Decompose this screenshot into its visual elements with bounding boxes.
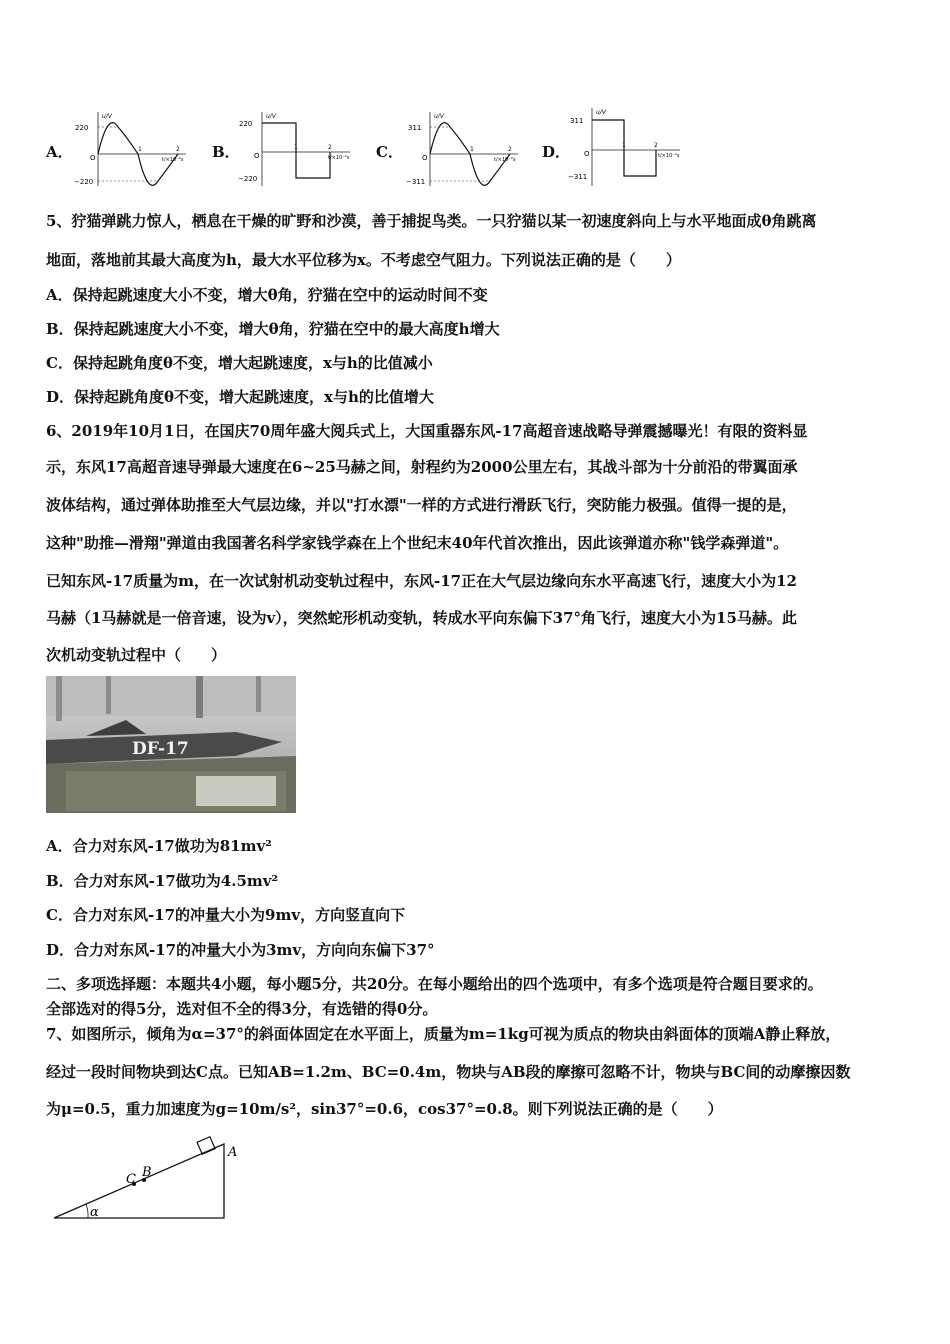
- q4c-ymax: 311: [408, 124, 422, 132]
- section2-heading-line2: 全部选对的得5分，选对但不全的得3分，有选错的得0分。: [46, 1000, 438, 1018]
- q4c-axis-t: t/×10⁻²s: [494, 157, 516, 163]
- q4c-axis-u: u/V: [434, 113, 444, 120]
- q7-stem-line3: 为μ=0.5，重力加速度为g=10m/s²，sin37°=0.6，cos37°=0.8。则下列说法正确的是（ ）: [46, 1100, 723, 1118]
- q5-option-b: B．保持起跳速度大小不变，增大θ角，狞猫在空中的最大高度h增大: [46, 320, 500, 338]
- q4b-ymin: −220: [238, 175, 258, 183]
- q5-option-c: C．保持起跳角度θ不变，增大起跳速度，x与h的比值减小: [46, 354, 433, 372]
- q4c-t1: 1: [470, 146, 474, 153]
- q4a-zero: O: [90, 154, 96, 162]
- q4a-t2: 2: [176, 146, 180, 153]
- q4d-ymin: −311: [568, 173, 588, 181]
- point-c-label: C: [126, 1172, 136, 1187]
- q5-stem-line2: 地面，落地前其最大高度为h，最大水平位移为x。不考虑空气阻力。下列说法正确的是（ ）: [46, 251, 681, 269]
- q6-stem-line1: 6、2019年10月1日，在国庆70周年盛大阅兵式上，大国重器东风-17高超音速战略导弹震撼曝光！有限的资料显: [46, 422, 808, 440]
- q5-option-a: A．保持起跳速度大小不变，增大θ角，狞猫在空中的运动时间不变: [46, 286, 488, 304]
- q5-stem-line1: 5、狞猫弹跳力惊人，栖息在干燥的旷野和沙漠，善于捕捉鸟类。一只狞猫以某一初速度斜向上与水平地面成θ角跳离: [46, 212, 817, 230]
- q4c-zero: O: [422, 154, 428, 162]
- point-a-label: A: [228, 1145, 238, 1160]
- q4d-zero: O: [584, 150, 590, 158]
- q4b-axis-t: t/×10⁻²s: [328, 155, 350, 161]
- q6-stem-line4: 这种"助推—滑翔"弹道由我国著名科学家钱学森在上个世纪末40年代首次推出，因此该弹道亦称"钱学森弹道"。: [46, 534, 789, 552]
- df17-missile-photo: [46, 676, 296, 813]
- q4-option-b-graph: [238, 108, 356, 188]
- section2-heading-line1: 二、多项选择题：本题共4小题，每小题5分，共20分。在每小题给出的四个选项中，有多个选项是符合题目要求的。: [46, 975, 823, 993]
- q6-option-a: A．合力对东风-17做功为81mv²: [46, 837, 272, 855]
- q4d-axis-u: u/V: [596, 109, 606, 116]
- q4c-ymin: −311: [406, 178, 426, 186]
- q4b-t1: 1: [294, 144, 298, 151]
- q6-stem-line3: 波体结构，通过弹体助推至大气层边缘，并以"打水漂"一样的方式进行滑跃飞行，突防能力极强。值得一提的是，: [46, 496, 797, 514]
- q4a-ymin: −220: [74, 178, 94, 186]
- q4b-ymax: 220: [239, 120, 253, 128]
- q7-stem-line2: 经过一段时间物块到达C点。已知AB=1.2m、BC=0.4m，物块与AB段的摩擦可忽略不计，物块与BC间的动摩擦因数: [46, 1063, 851, 1081]
- q4-option-a-graph: [74, 108, 192, 188]
- q4c-t2: 2: [508, 146, 512, 153]
- q4d-axis-t: t/×10⁻²s: [658, 153, 680, 159]
- q4d-ymax: 311: [570, 117, 584, 125]
- q4d-t1: 1: [622, 142, 626, 149]
- q4-option-d-label: D．: [542, 143, 571, 161]
- angle-alpha-label: α: [90, 1205, 99, 1220]
- q7-stem-line1: 7、如图所示，倾角为α=37°的斜面体固定在水平面上，质量为m=1kg可视为质点的物块由斜面体的顶端A静止释放，: [46, 1025, 841, 1043]
- q4-option-c-label: C．: [376, 143, 403, 161]
- q6-stem-line7: 次机动变轨过程中（ ）: [46, 646, 227, 664]
- q6-stem-line2: 示，东风17高超音速导弹最大速度在6~25马赫之间，射程约为2000公里左右，其战斗部为十分前沿的带翼面承: [46, 458, 798, 476]
- q6-option-b: B．合力对东风-17做功为4.5mv²: [46, 872, 279, 890]
- q5-option-d: D．保持起跳角度θ不变，增大起跳速度，x与h的比值增大: [46, 388, 434, 406]
- q4a-t1: 1: [138, 146, 142, 153]
- q6-option-d: D．合力对东风-17的冲量大小为3mv，方向向东偏下37°: [46, 941, 435, 959]
- incline-diagram: [48, 1136, 248, 1226]
- q4d-t2: 2: [654, 142, 658, 149]
- q4a-axis-t: t/×10⁻²s: [162, 157, 184, 163]
- q6-stem-line6: 马赫（1马赫就是一倍音速，设为v），突然蛇形机动变轨，转成水平向东偏下37°角飞行，速度大小为15马赫。此: [46, 609, 797, 627]
- q4-option-d-graph: [568, 104, 686, 188]
- q6-stem-line5: 已知东风-17质量为m，在一次试射机动变轨过程中，东风-17正在大气层边缘向东水平高速飞行，速度大小为12: [46, 572, 797, 590]
- q4-option-c-graph: [406, 108, 524, 188]
- q4a-axis-u: u/V: [102, 113, 112, 120]
- q4-option-a-label: A．: [46, 143, 73, 161]
- q4-option-b-label: B．: [212, 143, 240, 161]
- q6-option-c: C．合力对东风-17的冲量大小为9mv，方向竖直向下: [46, 906, 406, 924]
- q4b-t2: 2: [328, 144, 332, 151]
- q4a-ymax: 220: [75, 124, 89, 132]
- point-b-label: B: [142, 1165, 152, 1180]
- q4b-zero: O: [254, 152, 260, 160]
- df17-label: DF-17: [132, 739, 189, 759]
- q4b-axis-u: u/V: [266, 113, 276, 120]
